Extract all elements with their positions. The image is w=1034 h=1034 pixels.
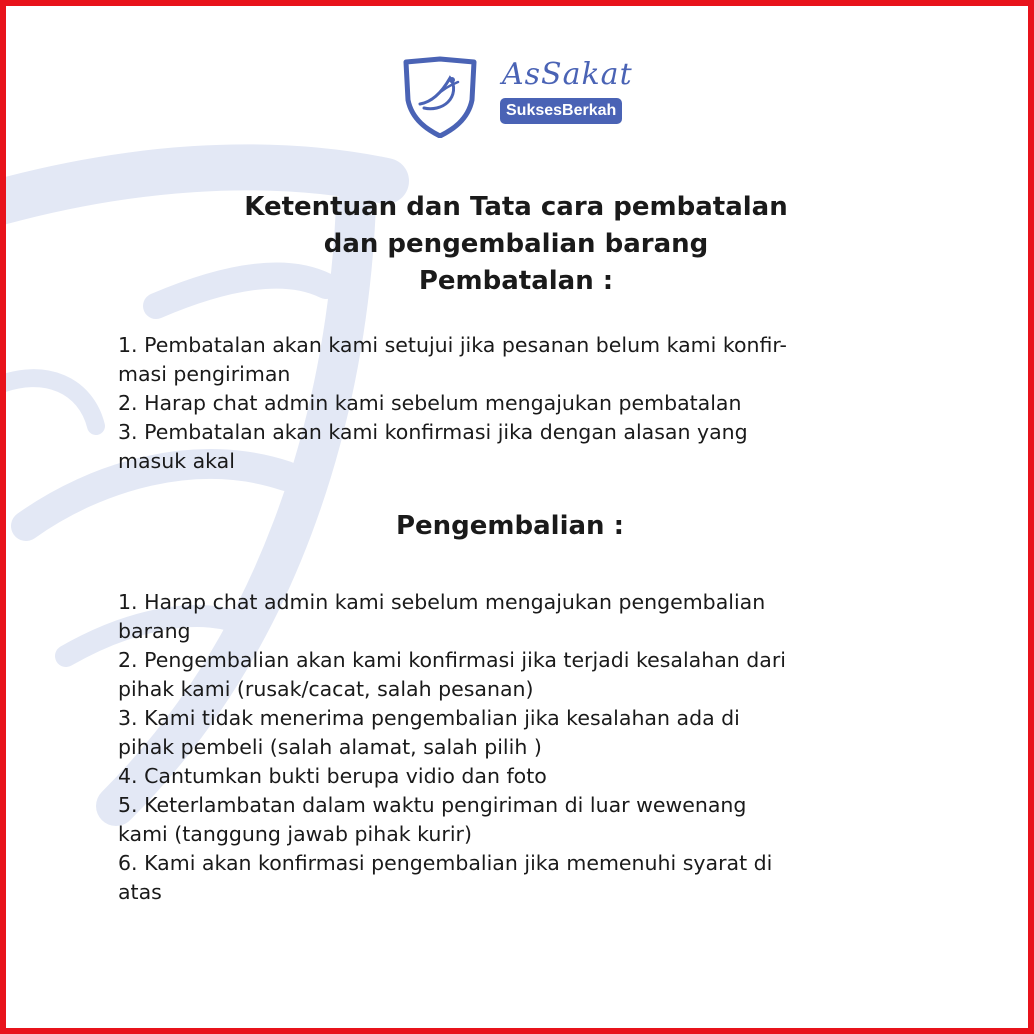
shield-logo-icon bbox=[402, 56, 478, 138]
title-line-1: Ketentuan dan Tata cara pembatalan bbox=[244, 192, 788, 222]
title-line-2: dan pengembalian barang bbox=[323, 229, 709, 259]
list-item: 6. Kami akan konfirmasi pengembalian jika memenuhi syarat di bbox=[118, 851, 773, 875]
pembatalan-list bbox=[118, 331, 938, 476]
page-title bbox=[106, 189, 926, 300]
list-item: atas bbox=[118, 880, 162, 904]
list-item: 2. Harap chat admin kami sebelum mengajukan pembatalan bbox=[118, 391, 742, 415]
list-item: 1. Harap chat admin kami sebelum mengajukan pengembalian bbox=[118, 590, 766, 614]
brand-logo bbox=[402, 56, 642, 140]
list-item: masi pengiriman bbox=[118, 362, 291, 386]
brand-badge: SuksesBerkah bbox=[500, 98, 622, 124]
list-item: 1. Pembatalan akan kami setujui jika pesanan belum kami konfir- bbox=[118, 333, 787, 357]
list-item: 4. Cantumkan bukti berupa vidio dan foto bbox=[118, 764, 547, 788]
list-item: kami (tanggung jawab pihak kurir) bbox=[118, 822, 472, 846]
brand-script-name: AsSakat bbox=[502, 57, 633, 92]
list-item: pihak pembeli (salah alamat, salah pilih ) bbox=[118, 735, 542, 759]
pengembalian-heading: Pengembalian : bbox=[395, 511, 625, 541]
list-item: barang bbox=[118, 619, 191, 643]
list-item: 5. Keterlambatan dalam waktu pengiriman di luar wewenang bbox=[118, 793, 747, 817]
list-item: 3. Pembatalan akan kami konfirmasi jika dengan alasan yang bbox=[118, 420, 748, 444]
list-item: 3. Kami tidak menerima pengembalian jika kesalahan ada di bbox=[118, 706, 740, 730]
pengembalian-list bbox=[118, 588, 938, 907]
title-line-3: Pembatalan : bbox=[418, 266, 614, 296]
list-item: 2. Pengembalian akan kami konfirmasi jika terjadi kesalahan dari bbox=[118, 648, 786, 672]
list-item: pihak kami (rusak/cacat, salah pesanan) bbox=[118, 677, 534, 701]
list-item: masuk akal bbox=[118, 449, 235, 473]
